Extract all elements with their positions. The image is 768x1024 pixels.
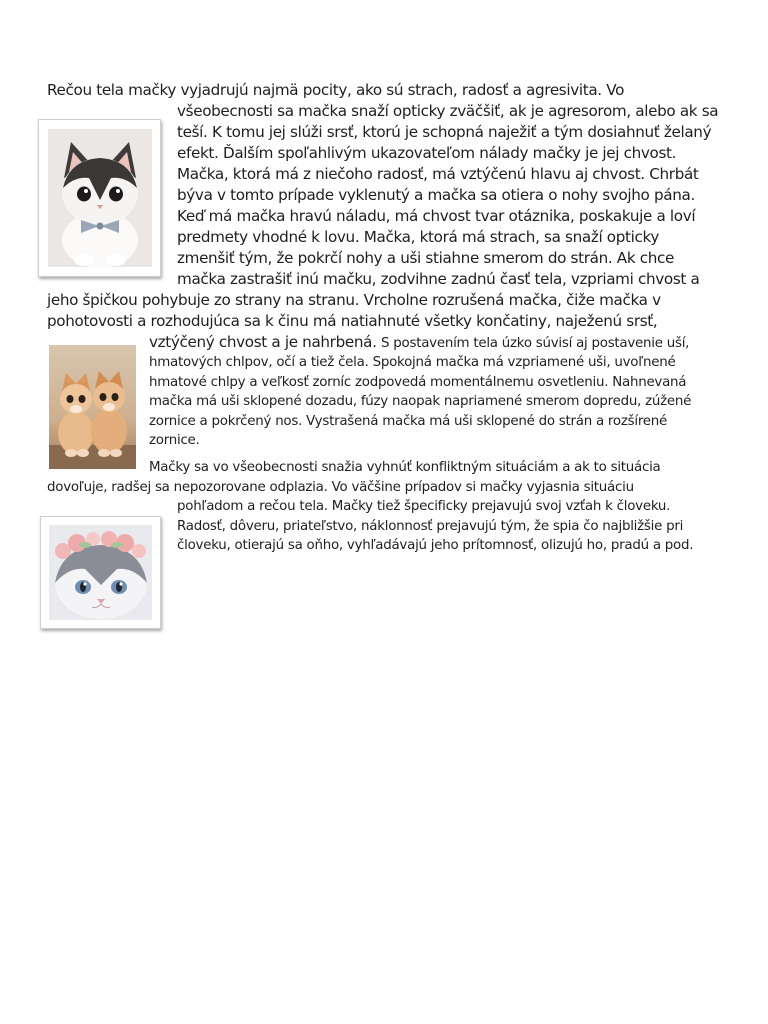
p1-line-9: zmenšiť tým, že pokrčí nohy a uši stiahne smerom do strán. Ak chce	[177, 249, 675, 267]
p3-line-4: Radosť, dôveru, priateľstvo, náklonnosť prejavujú tým, že spia čo najbližšie pri	[177, 519, 684, 534]
p3-line-5: človeku, otierajú sa oňho, vyhľadávajú jeho prítomnosť, olizujú ho, pradú a pod.	[177, 538, 694, 553]
p1-line-13-text: vztýčený chvost a je nahrbená.	[149, 333, 377, 351]
p3-line-2: dovoľuje, radšej sa nepozorovane odplazia. Vo väčšine prípadov si mačky vyjasnia situáciu	[47, 480, 634, 495]
p1-line-7: Keď má mačka hravú náladu, má chvost tvar otáznika, poskakuje a loví	[177, 207, 696, 225]
flower-crown-cat-image	[40, 516, 161, 629]
flower-crown-cat-illustration	[41, 517, 160, 628]
kitten-bowtie-image	[38, 119, 161, 277]
p1-line-11: jeho špičkou pohybuje zo strany na stranu. Vrcholne rozrušená mačka, čiže mačka v	[47, 291, 661, 309]
p2-line-5: zornice a pokrčený nos. Vystrašená mačka má uši sklopené do strán a rozšírené	[149, 414, 667, 429]
p1-line-3: teší. K tomu jej slúži srsť, ktorú je schopná naježiť a tým dosiahnuť želaný	[177, 123, 712, 141]
p1-line-5: Mačka, ktorá má z niečoho radosť, má vztýčenú hlavu aj chvost. Chrbát	[177, 165, 699, 183]
p1-line-4: efekt. Ďalším spoľahlivým ukazovateľom nálady mačky je jej chvost.	[177, 144, 677, 162]
p2-line-6: zornice.	[149, 433, 200, 448]
p1-line-13	[149, 332, 689, 354]
p1-line-12: pohotovosti a rozhodujúca sa k činu má natiahnuté všetky končatiny, naježenú srsť,	[47, 312, 658, 330]
kitten-bowtie-illustration	[39, 120, 160, 276]
p1-line-1: Rečou tela mačky vyjadrujú najmä pocity, ako sú strach, radosť a agresivita. Vo	[47, 81, 625, 99]
p3-line-3: pohľadom a rečou tela. Mačky tiež špecificky prejavujú svoj vzťah k človeku.	[177, 499, 671, 514]
two-kittens-image	[49, 345, 136, 469]
p2-line-4: mačka má uši sklopené dozadu, fúzy naopak napriamené smerom dopredu, zúžené	[149, 394, 692, 409]
p1-line-6: býva v tomto prípade vyklenutý a mačka sa otiera o nohy svojho pána.	[177, 186, 695, 204]
p1-line-2: všeobecnosti sa mačka snaží opticky zväčšiť, ak je agresorom, alebo ak sa	[177, 102, 719, 120]
p1-line-8: predmety vhodné k lovu. Mačka, ktorá má strach, sa snaží opticky	[177, 228, 660, 246]
p2-line-1: S postavením tela úzko súvisí aj postavenie uší,	[381, 336, 690, 351]
p2-line-3: hmatové chlpy a veľkosť zorníc zodpovedá momentálnemu osvetleniu. Nahnevaná	[149, 375, 687, 390]
p1-line-10: mačka zastrašiť inú mačku, zodvihne zadnú časť tela, vzpriami chvost a	[177, 270, 700, 288]
p2-line-2: hmatových chlpov, očí a tiež čela. Spokojná mačka má vzpriamené uši, uvoľnené	[149, 355, 676, 370]
p3-line-1: Mačky sa vo všeobecnosti snažia vyhnúť konfliktným situáciám a ak to situácia	[149, 460, 661, 475]
two-kittens-illustration	[49, 345, 136, 469]
